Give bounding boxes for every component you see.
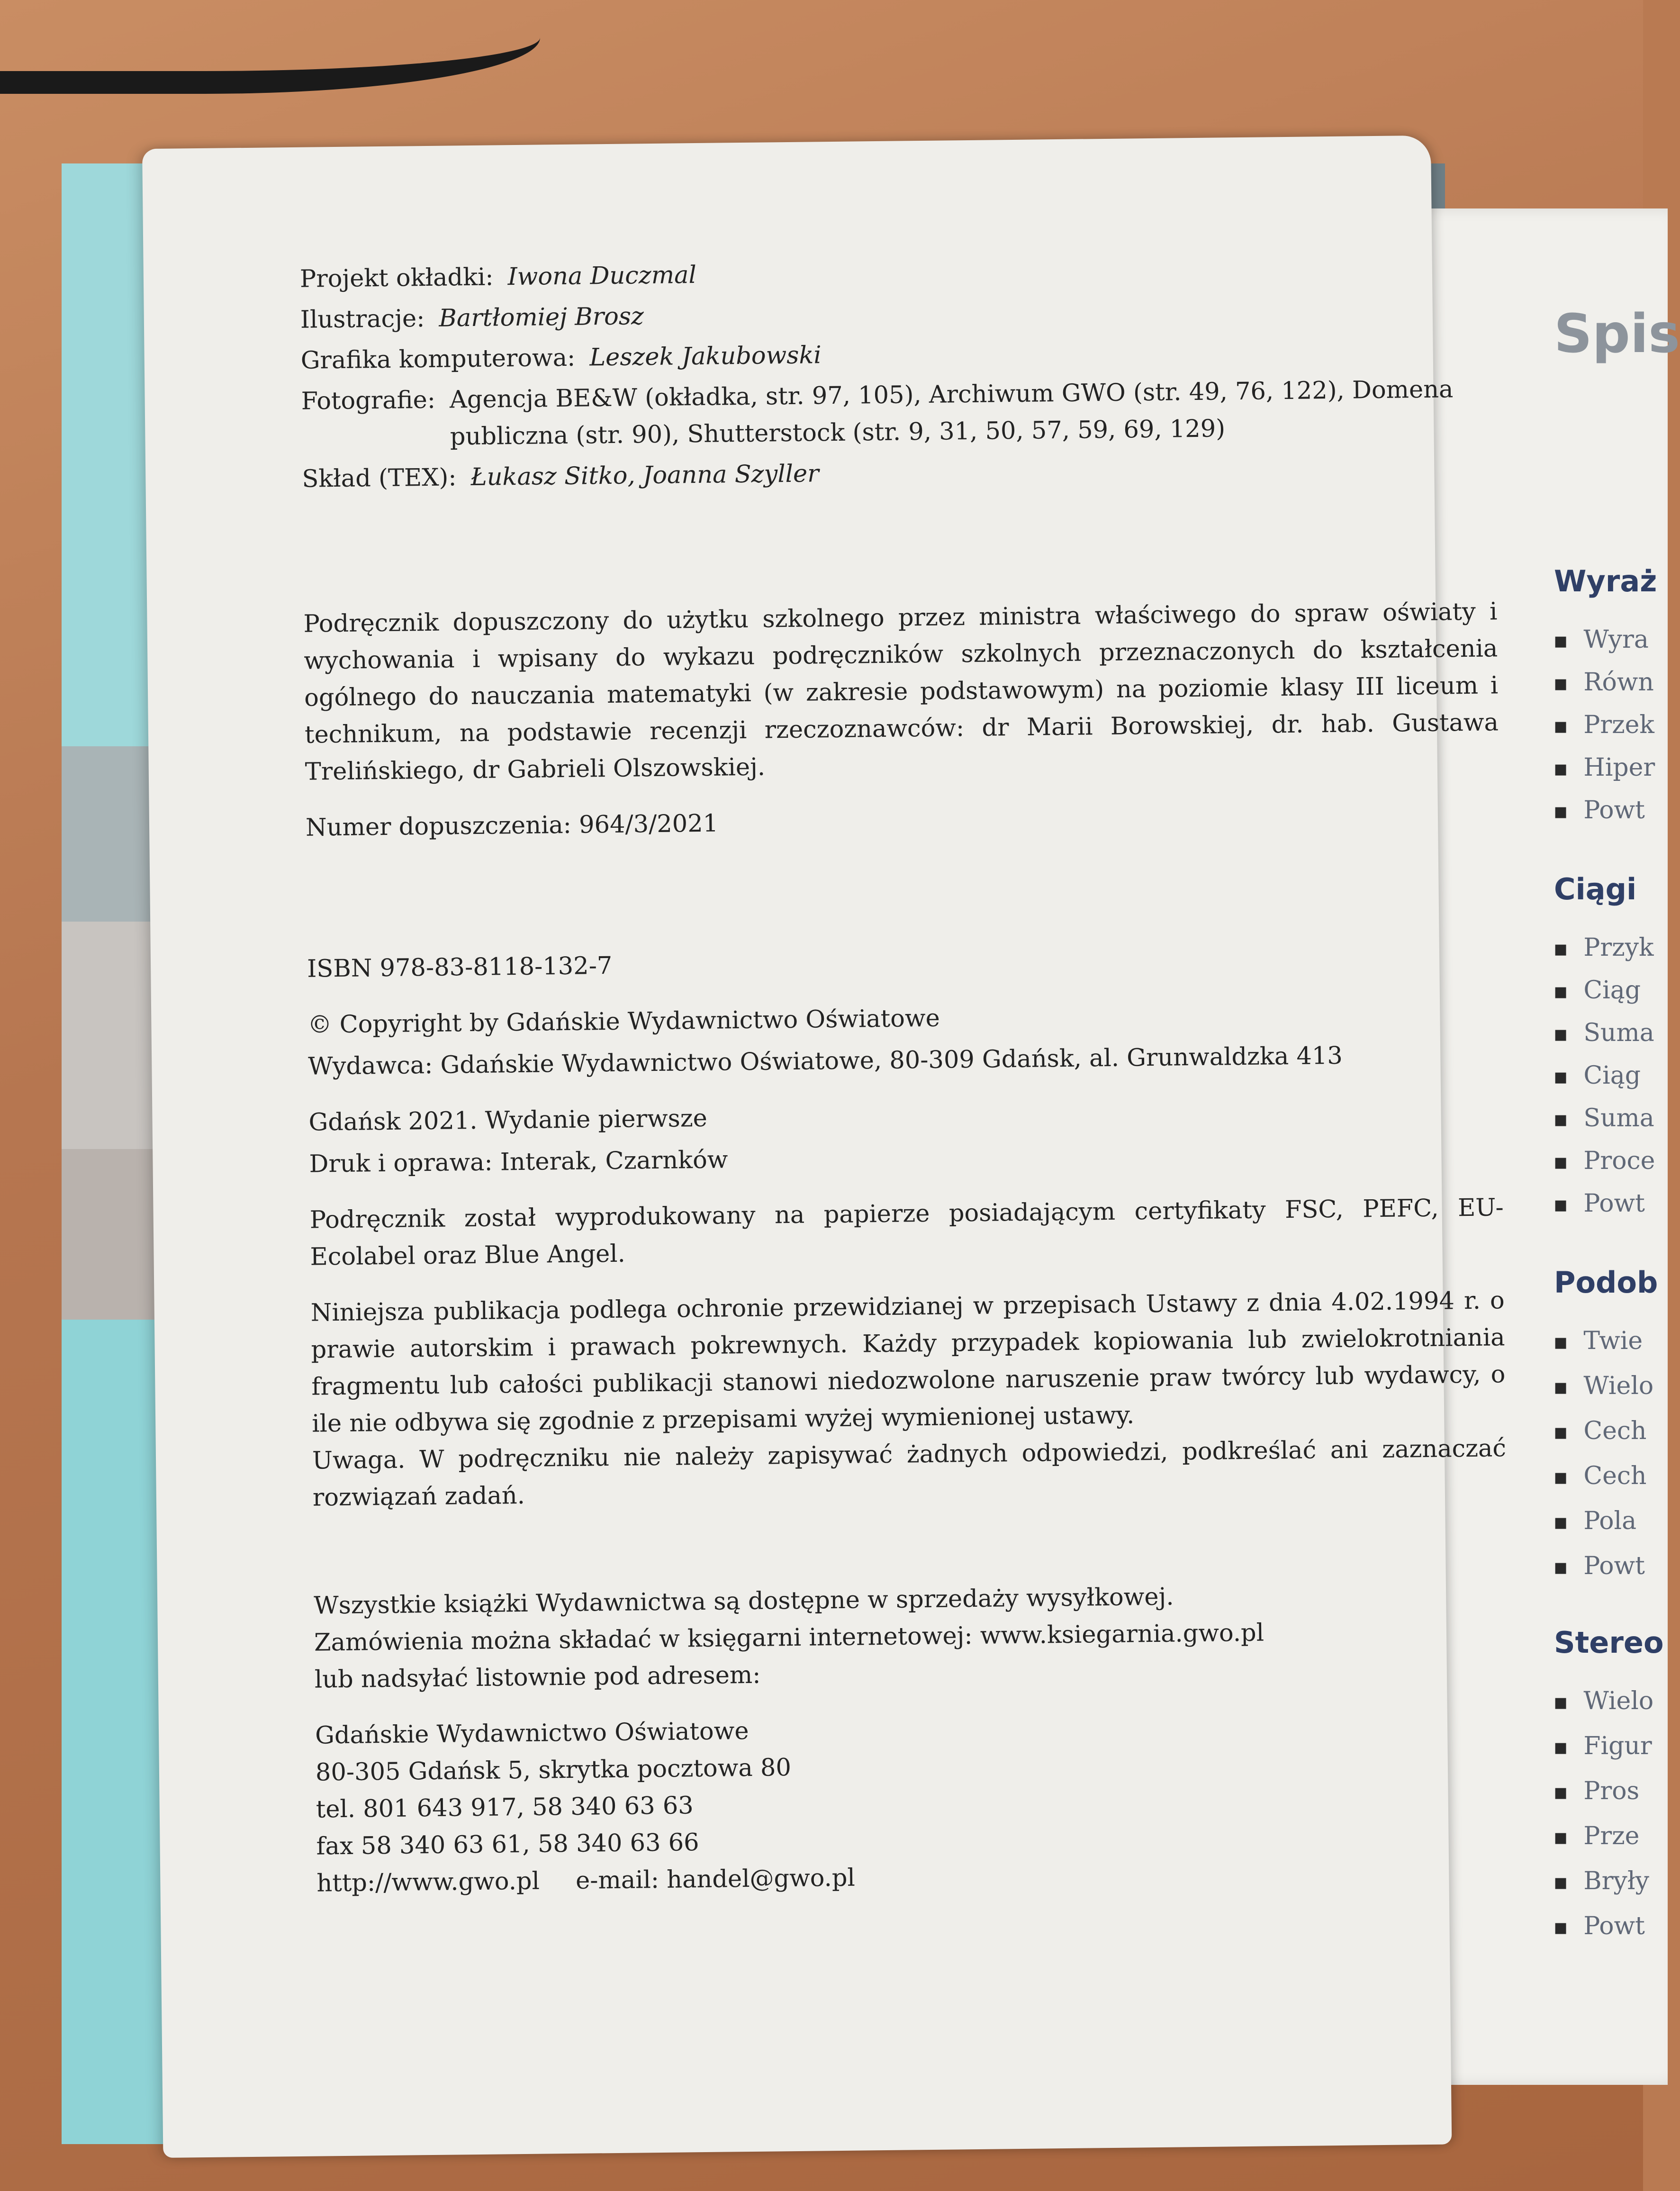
toc-item[interactable]: ■ Powt — [1554, 1912, 1645, 1940]
credit-value: Łukasz Sitko, Joanna Szyller — [470, 460, 819, 492]
toc-item[interactable]: ■ Bryły — [1554, 1867, 1649, 1895]
credit-label: Ilustracje: — [300, 305, 425, 334]
toc-section-title: Stereo — [1554, 1625, 1664, 1660]
toc-item[interactable]: ■ Hiper — [1554, 753, 1655, 782]
approval-text: Podręcznik dopuszczony do użytku szkolnego przez ministra właściwego do spraw oświaty i wychowania i wpisany do wykazu podręczników szkolnych przeznaczonych do kształcenia ogólnego do nauczania matematyki (w zakresie podstawowym) na poziomie klasy III liceum i technikum, na podstawie recenzji rzeczoznawców: dr Marii Borowskiej, dr. hab. Gustawa Trelińskiego, dr Gabrieli Olszowskiej. — [303, 598, 1499, 786]
legal-note: Niniejsza publikacja podlega ochronie przewidzianej w przepisach Ustawy z dnia 4.02.1994 r. o prawie autorskim i prawach pokrewnych. Każdy przypadek kopiowania lub zwielokrotniania fragmentu lub całości publikacji stanowi niedozwolone naruszenie praw twórcy lub wydawcy, o ile nie odbywa się zgodnie z przepisami wyżej wymienionej ustawy. — [310, 1286, 1506, 1438]
toc-item[interactable]: ■ Pros — [1554, 1777, 1639, 1805]
warning-note: Uwaga. W podręczniku nie należy zapisywać żadnych odpowiedzi, podkreślać ani zaznaczać rozwiązań zadań. — [312, 1434, 1507, 1512]
edition: Gdańsk 2021. Wydanie pierwsze — [308, 1104, 708, 1137]
address-street: 80-305 Gdańsk 5, skrytka pocztowa 80 — [315, 1754, 792, 1787]
toc-item[interactable]: ■ Przek — [1554, 711, 1654, 739]
credit-illustrations — [300, 289, 1494, 338]
toc-item[interactable]: ■ Twie — [1554, 1327, 1643, 1355]
approval-number: Numer dopuszczenia: 964/3/2021 — [305, 809, 719, 842]
credit-photos — [301, 371, 1495, 457]
credit-label: Skład (TEX): — [302, 463, 457, 493]
toc-item[interactable]: ■ Wyra — [1554, 625, 1649, 654]
toc-section-title: Wyraż — [1554, 564, 1657, 598]
credit-value: Iwona Duczmal — [507, 261, 697, 291]
toc-item[interactable]: ■ Ciąg — [1554, 976, 1641, 1005]
credit-label: Projekt okładki: — [299, 263, 494, 293]
imprint-content — [300, 248, 1511, 1902]
toc-item[interactable]: ■ Prze — [1554, 1822, 1639, 1850]
toc-item[interactable]: ■ Suma — [1554, 1104, 1654, 1132]
credit-value: Leszek Jakubowski — [589, 341, 822, 372]
credit-value: Agencja BE&W (okładka, str. 97, 105), Archiwum GWO (str. 49, 76, 122), Domena publiczna (str. 90), Shutterstock (str. 9, 31, 50, 57, 59, 69, 129) — [449, 375, 1454, 451]
toc-item[interactable]: ■ Przyk — [1554, 933, 1654, 962]
publisher: Wydawca: Gdańskie Wydawnictwo Oświatowe, 80-309 Gdańsk, al. Grunwaldzka 413 — [308, 1041, 1343, 1081]
toc-item[interactable]: ■ Suma — [1554, 1019, 1654, 1047]
address-fax: fax 58 340 63 61, 58 340 63 66 — [316, 1829, 699, 1861]
toc-item[interactable]: ■ Proce — [1554, 1147, 1655, 1175]
toc-item[interactable]: ■ Wielo — [1554, 1372, 1653, 1400]
toc-title: Spis — [1554, 303, 1680, 365]
toc-item[interactable]: ■ Pola — [1554, 1507, 1636, 1535]
toc-section-title: Ciągi — [1554, 872, 1637, 906]
credit-label: Grafika komputerowa: — [300, 344, 576, 375]
paper-note: Podręcznik został wyprodukowany na papierze posiadającym certyfikaty FSC, PEFC, EU-Ecolabel oraz Blue Angel. — [309, 1194, 1504, 1271]
toc-item[interactable]: ■ Wielo — [1554, 1687, 1653, 1715]
toc-item[interactable]: ■ Cech — [1554, 1462, 1647, 1490]
toc-item[interactable]: ■ Równ — [1554, 668, 1654, 697]
toc-item[interactable]: ■ Cech — [1554, 1417, 1647, 1445]
left-page — [142, 136, 1507, 2158]
sales-line-3: lub nadsyłać listownie pod adresem: — [314, 1661, 761, 1694]
credit-value: Bartłomiej Brosz — [439, 302, 644, 333]
email-link[interactable]: e-mail: handel@gwo.pl — [575, 1864, 856, 1895]
credit-graphics — [300, 330, 1495, 379]
credit-typesetting — [302, 448, 1496, 498]
website-link[interactable]: http://www.gwo.pl — [316, 1867, 540, 1898]
toc-item[interactable]: ■ Powt — [1554, 1189, 1645, 1218]
address-tel: tel. 801 643 917, 58 340 63 63 — [316, 1792, 694, 1824]
credit-label: Fotografie: — [301, 386, 436, 416]
sales-line-1: Wszystkie książki Wydawnictwa są dostępne w sprzedaży wysyłkowej. — [313, 1583, 1174, 1620]
toc-item[interactable]: ■ Figur — [1554, 1732, 1652, 1760]
toc-item[interactable]: ■ Ciąg — [1554, 1061, 1641, 1090]
toc-section-title: Podob — [1554, 1265, 1658, 1300]
sales-line-2: Zamówienia można składać w księgarni internetowej: www.ksiegarnia.gwo.pl — [314, 1619, 1265, 1657]
toc-item[interactable]: ■ Powt — [1554, 796, 1645, 824]
copyright: © Copyright by Gdańskie Wydawnictwo Oświatowe — [307, 1004, 940, 1039]
toc-item[interactable]: ■ Powt — [1554, 1552, 1645, 1580]
print-info: Druk i oprawa: Interak, Czarnków — [309, 1146, 728, 1178]
isbn: ISBN 978-83-8118-132-7 — [307, 951, 613, 983]
address-name: Gdańskie Wydawnictwo Oświatowe — [315, 1717, 749, 1750]
credit-cover-design — [300, 248, 1494, 298]
